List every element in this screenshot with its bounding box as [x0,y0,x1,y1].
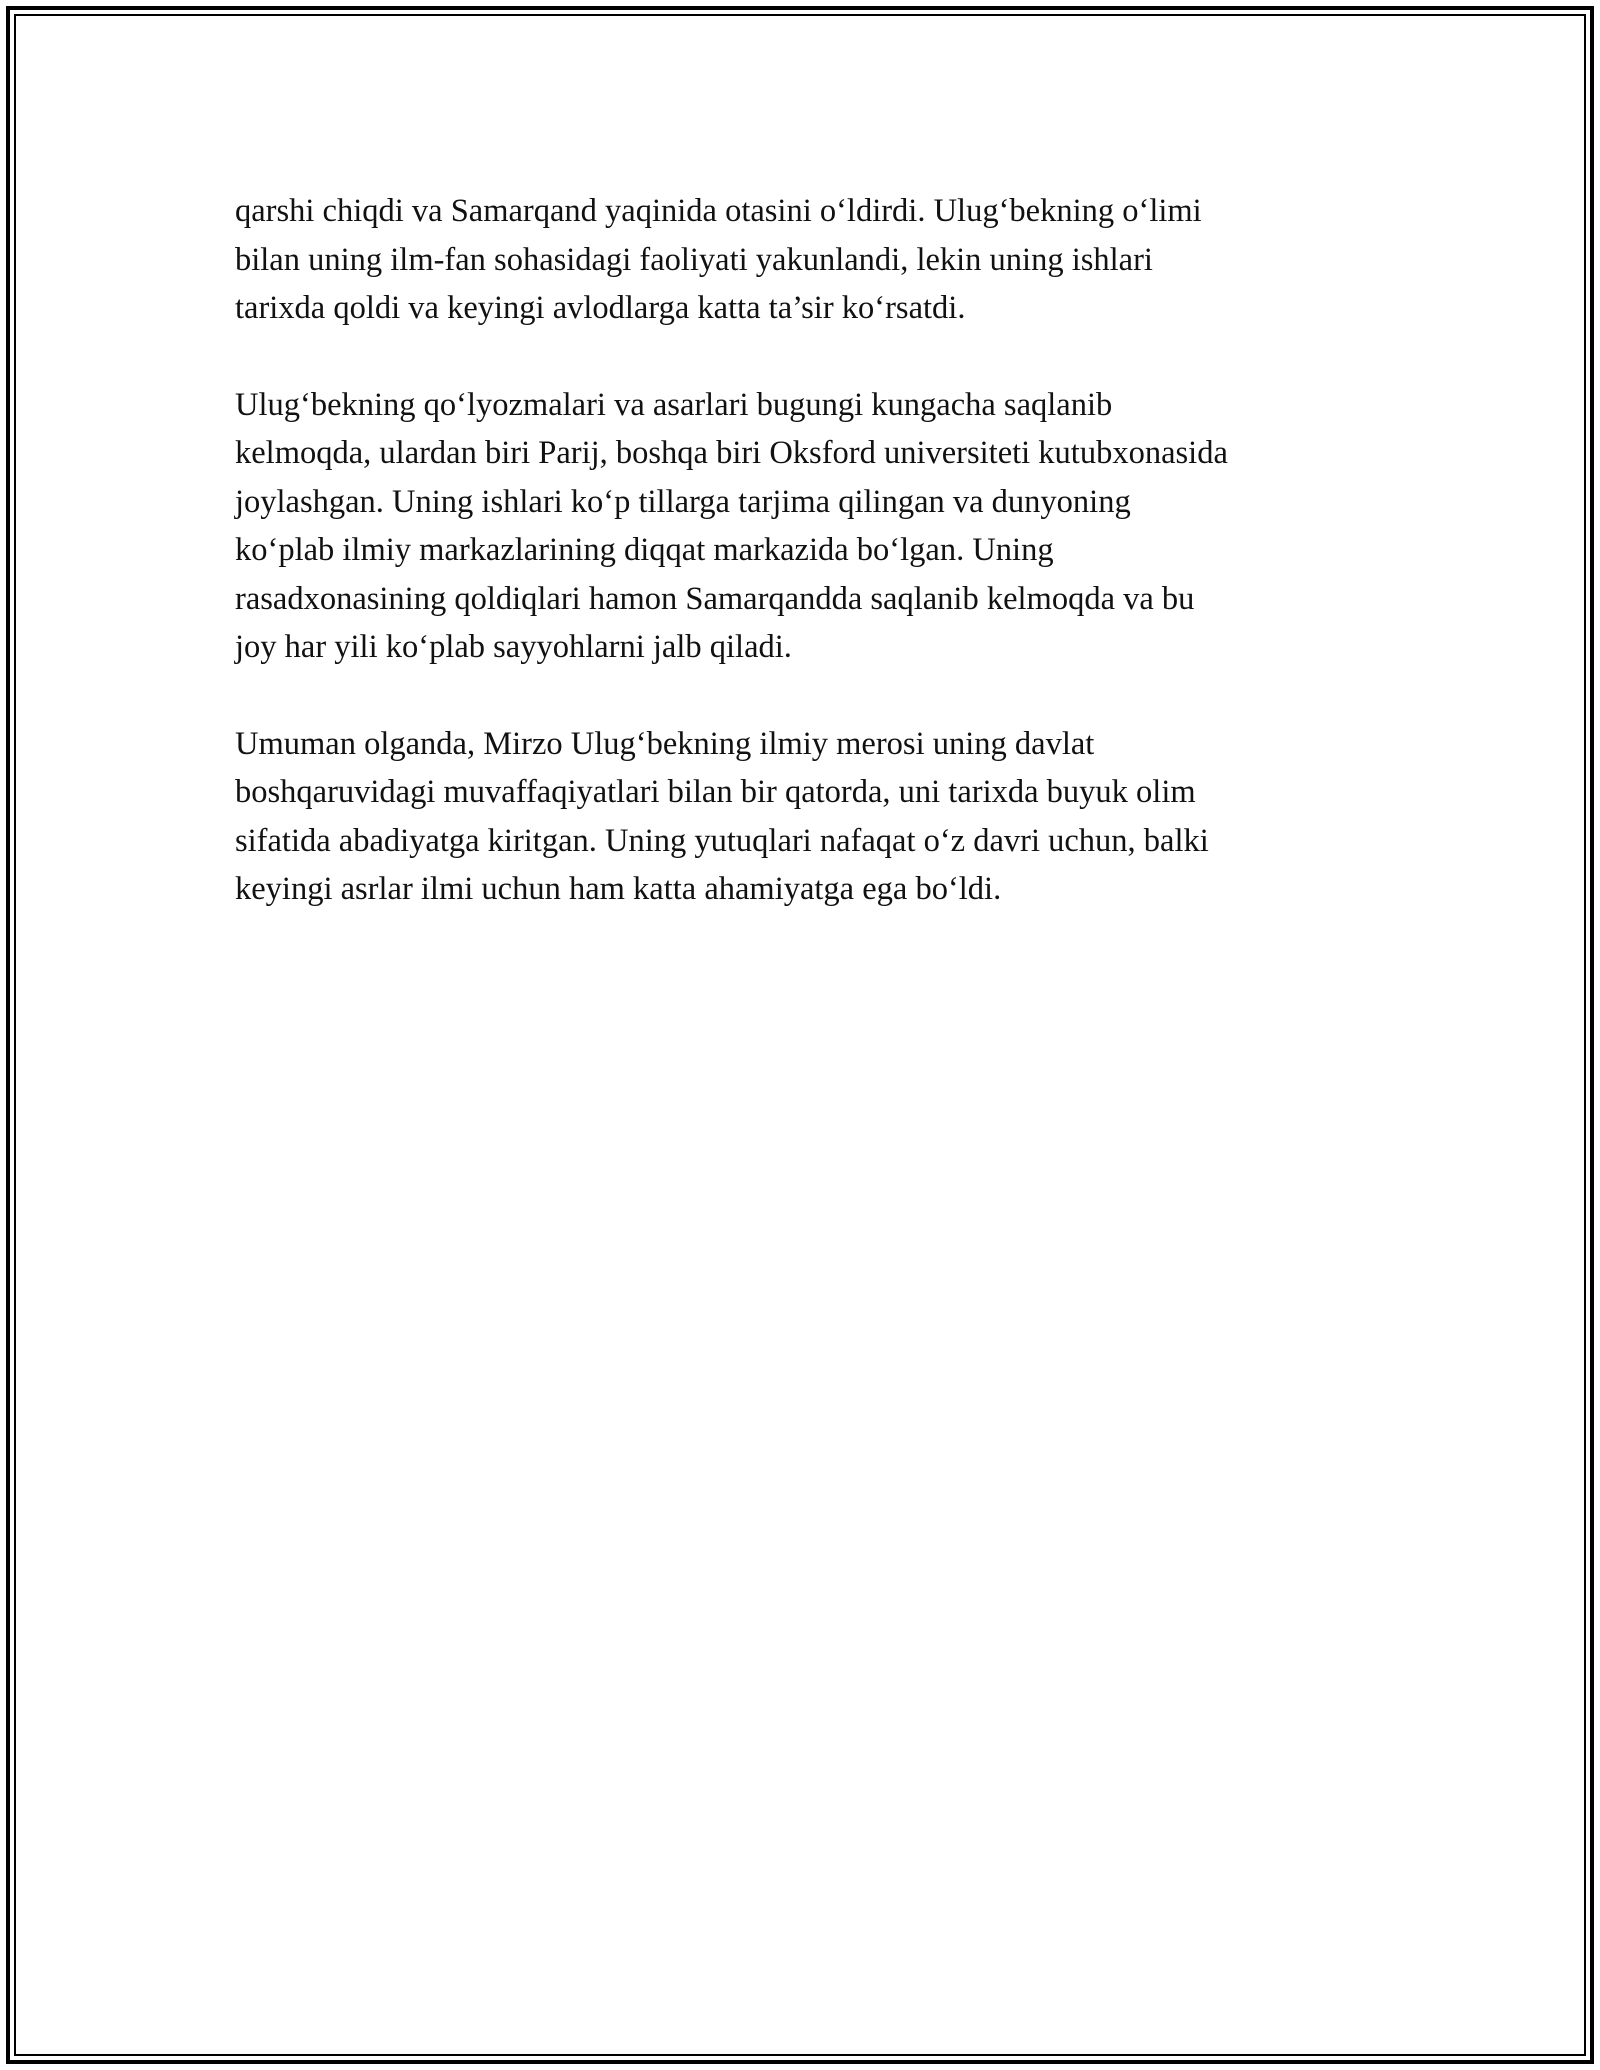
text-line: Ulug‘bekning qo‘lyozmalari va asarlari bugungi kungacha saqlanib [235,386,1113,423]
text-line: boshqaruvidagi muvaffaqiyatlari bilan bir qatorda, uni tarixda buyuk olim [235,774,1196,810]
text-line: tarixda qoldi va keyingi avlodlarga katta ta’sir ko‘rsatdi. [235,290,966,326]
page-content [235,187,1375,962]
text-line: keyingi asrlar ilmi uchun ham katta ahamiyatga ega bo‘ldi. [235,871,1002,907]
text-line: sifatida abadiyatga kiritgan. Uning yutuqlari nafaqat o‘z davri uchun, balki [235,822,1209,859]
text-line: kelmoqda, ulardan biri Parij, boshqa biri Oksford universiteti kutubxonasida [235,435,1228,471]
paragraph-2 [235,381,1375,672]
text-line: ko‘plab ilmiy markazlarining diqqat markazida bo‘lgan. Uning [235,532,1054,568]
paragraph-1 [235,187,1375,333]
text-line: Umuman olganda, Mirzo Ulug‘bekning ilmiy merosi uning davlat [235,725,1095,762]
text-line: joylashgan. Uning ishlari ko‘p tillarga tarjima qilingan va dunyoning [235,483,1131,520]
text-line: rasadxonasining qoldiqlari hamon Samarqandda saqlanib kelmoqda va bu [235,580,1195,617]
paragraph-3 [235,720,1375,914]
text-line: qarshi chiqdi va Samarqand yaqinida otasini o‘ldirdi. Ulug‘bekning o‘limi [235,193,1202,229]
text-line: bilan uning ilm-fan sohasidagi faoliyati yakunlandi, lekin uning ishlari [235,241,1153,278]
text-line: joy har yili ko‘plab sayyohlarni jalb qiladi. [235,629,792,665]
